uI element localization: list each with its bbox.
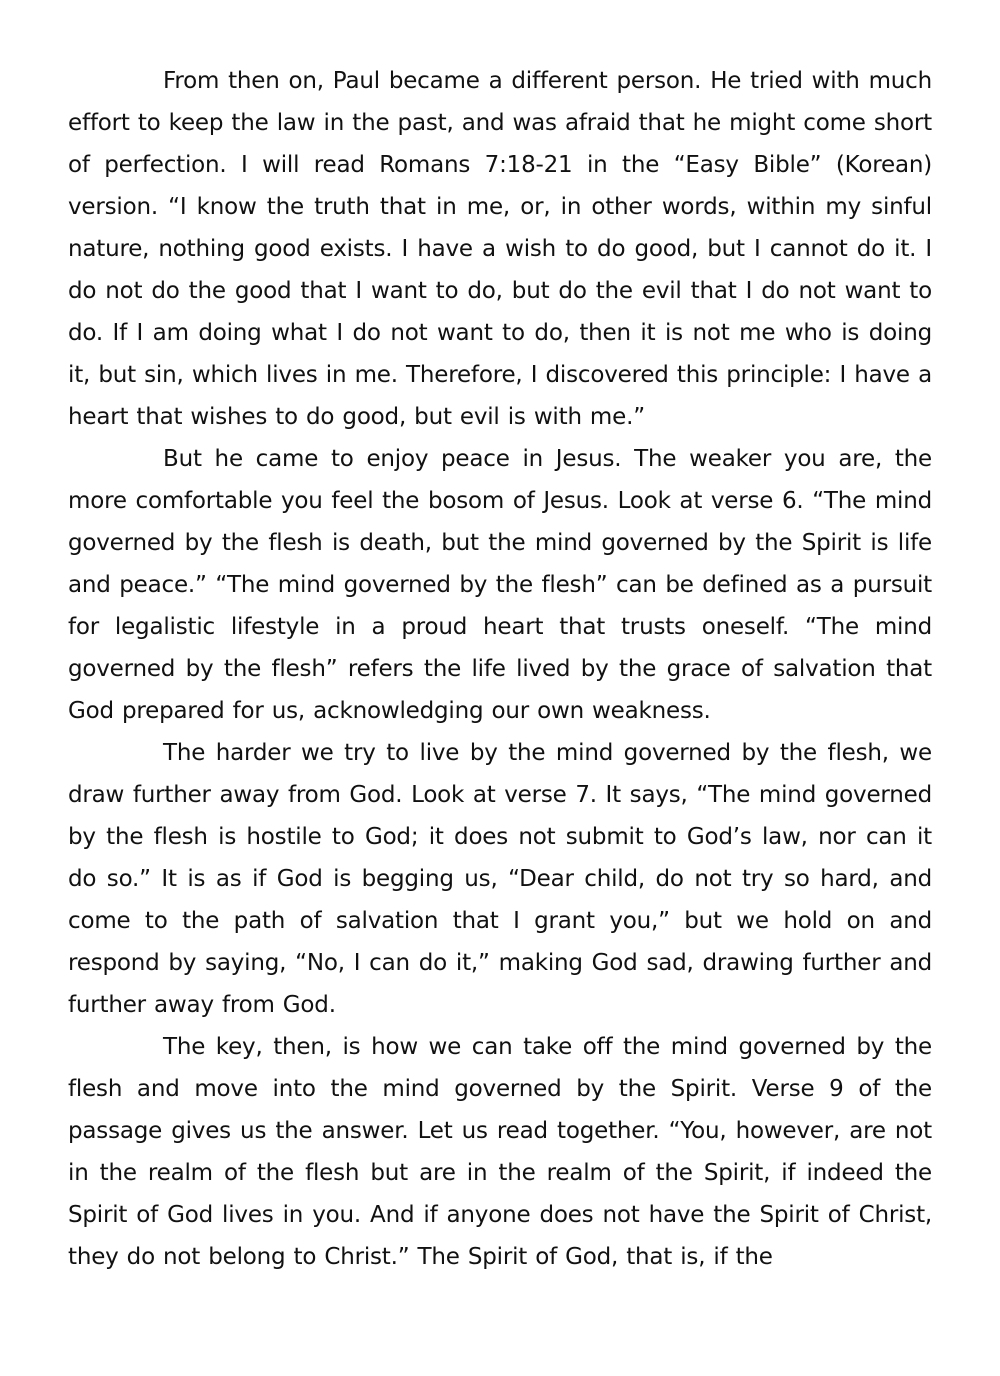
- paragraph-4: The key, then, is how we can take off the mind governed by the flesh and move into the mind governed by the Spirit. Verse 9 of the passage gives us the answer. Let us read together. “You, however, are not in the realm of the flesh but are in the realm of the Spirit, if indeed the Spirit of God lives in you. And if anyone does not have the Spirit of Christ, they do not belong to Christ.” The Spirit of God, that is, if the: [68, 1034, 932, 1270]
- paragraph-1: From then on, Paul became a different person. He tried with much effort to keep the law in the past, and was afraid that he might come short of perfection. I will read Romans 7:18-21 in the “Easy Bible” (Korean) version. “I know the truth that in me, or, in other words, within my sinful nature, nothing good exists. I have a wish to do good, but I cannot do it. I do not do the good that I want to do, but do the evil that I do not want to do. If I am doing what I do not want to do, then it is not me who is doing it, but sin, which lives in me. Therefore, I discovered this principle: I have a heart that wishes to do good, but evil is with me.”: [68, 68, 932, 430]
- paragraph-3: The harder we try to live by the mind governed by the flesh, we draw further away from God. Look at verse 7. It says, “The mind governed by the flesh is hostile to God; it does not submit to God’s law, nor can it do so.” It is as if God is begging us, “Dear child, do not try so hard, and come to the path of salvation that I grant you,” but we hold on and respond by saying, “No, I can do it,” making God sad, drawing further and further away from God.: [68, 740, 932, 1018]
- document-page: [68, 60, 932, 1278]
- paragraph-2: But he came to enjoy peace in Jesus. The weaker you are, the more comfortable you feel the bosom of Jesus. Look at verse 6. “The mind governed by the flesh is death, but the mind governed by the Spirit is life and peace.” “The mind governed by the flesh” can be defined as a pursuit for legalistic lifestyle in a proud heart that trusts oneself. “The mind governed by the flesh” refers the life lived by the grace of salvation that God prepared for us, acknowledging our own weakness.: [68, 446, 932, 724]
